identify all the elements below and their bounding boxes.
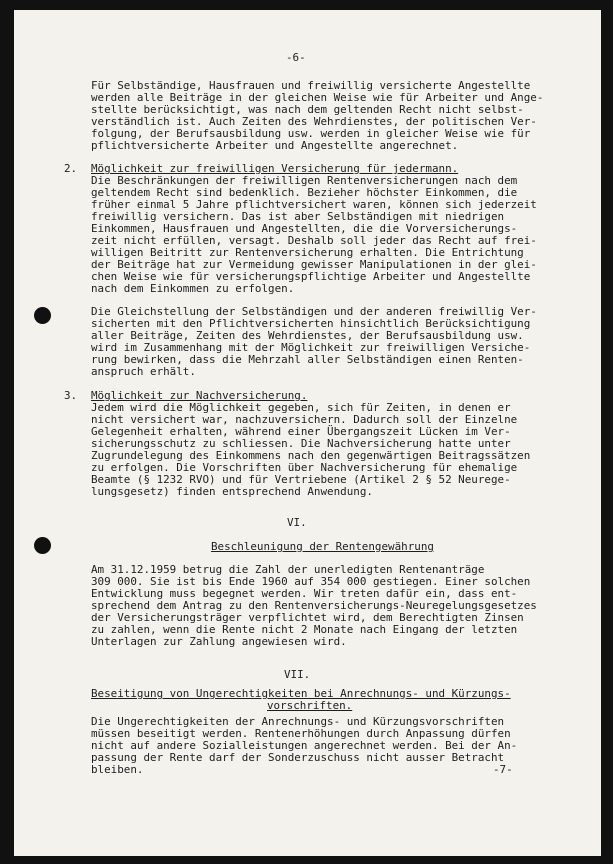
item-2-line: geltendem Recht sind bedenklich. Bezieher höchster Einkommen, die	[91, 186, 518, 199]
item-3-line: sicherungsschutz zu schliessen. Die Nachversicherung hatte unter	[91, 437, 511, 450]
section-6-line: Am 31.12.1959 betrug die Zahl der unerledigten Rentenanträge	[91, 563, 485, 576]
item-3-line: nicht versichert war, nachzuversichern. Dadurch soll der Einzelne	[91, 413, 518, 426]
item-2-para2-line: wird im Zusammenhang mit der Möglichkeit zur freiwilligen Versiche-	[91, 341, 531, 354]
intro-line: verständlich ist. Auch Zeiten des Wehrdienstes, der politischen Ver-	[91, 115, 537, 128]
section-7-line: müssen beseitigt werden. Rentenerhöhungen durch Anpassung dürfen	[91, 727, 511, 740]
item-3-line: Gelegenheit erhalten, während einer Übergangszeit Lücken im Ver-	[91, 425, 511, 438]
section-7-line: passung der Rente darf der Sonderzuschuss nicht ausser Betracht	[91, 751, 505, 764]
item-2-para2-line: rung bewirken, dass die Mehrzahl aller Selbständigen einen Renten-	[91, 353, 524, 366]
section-7-line: Die Ungerechtigkeiten der Anrechnungs- und Kürzungsvorschriften	[91, 715, 505, 728]
item-2-line: Die Beschränkungen der freiwilligen Rentenversicherungen nach dem	[91, 174, 518, 187]
next-page-marker: -7-	[493, 763, 513, 776]
section-6-line: 309 000. Sie ist bis Ende 1960 auf 354 000 gestiegen. Einer solchen	[91, 575, 531, 588]
item-3-line: Beamte (§ 1232 RVO) und für Vertriebene (Artikel 2 § 52 Neurege-	[91, 473, 511, 486]
item-2-line: der Beiträge hat zur Vermeidung gewisser Manipulationen in der glei-	[91, 258, 537, 271]
item-2-para2-line: sicherten mit den Pflichtversicherten hinsichtlich Berücksichtigung	[91, 317, 531, 330]
intro-line: folgung, der Berufsausbildung usw. werden in gleicher Weise wie für	[91, 127, 531, 140]
section-6-line: Unterlagen zur Zahlung angewiesen wird.	[91, 635, 347, 648]
intro-line: stellte berücksichtigt, was nach dem geltenden Recht nicht selbst-	[91, 103, 524, 116]
section-7-line: bleiben.	[91, 763, 144, 776]
section-6-numeral: VI.	[287, 516, 307, 529]
item-2-line: zeit nicht erfüllen, versagt. Deshalb soll jeder das Recht auf frei-	[91, 234, 537, 247]
item-2-line: freiwillig versichern. Das ist aber Selbständigen mit niedrigen	[91, 210, 505, 223]
section-7-title-line-1: Beseitigung von Ungerechtigkeiten bei Anrechnungs- und Kürzungs-	[91, 687, 511, 700]
section-6-line: zu zahlen, wenn die Rente nicht 2 Monate nach Eingang der letzten	[91, 623, 518, 636]
item-2-number: 2.	[64, 162, 78, 175]
item-3-line: Zugrundelegung des Einkommens nach den gegenwärtigen Beitragssätzen	[91, 449, 531, 462]
document-page	[14, 10, 601, 856]
section-7-title-line-2: vorschriften.	[267, 699, 353, 712]
section-6-line: Entwicklung muss begegnet werden. Wir treten dafür ein, dass ent-	[91, 587, 518, 600]
intro-line: werden alle Beiträge in der gleichen Weise wie für Arbeiter und Ange-	[91, 91, 544, 104]
punch-hole-top	[34, 307, 51, 324]
item-2-para2-line: anspruch erhält.	[91, 365, 196, 378]
section-7-line: nicht auf andere Sozialleistungen angerechnet werden. Bei der An-	[91, 739, 518, 752]
section-7-numeral: VII.	[284, 668, 311, 681]
section-6-line: der Versicherungsträger verpflichtet wird, dem Berechtigten Zinsen	[91, 611, 524, 624]
item-3-line: Jedem wird die Möglichkeit gegeben, sich für Zeiten, in denen er	[91, 401, 511, 414]
item-2-line: Einkommen, Hausfrauen und Angestellten, die die Vorversicherungs-	[91, 222, 518, 235]
item-2-line: nach dem Einkommen zu erfolgen.	[91, 282, 295, 295]
item-3-line: zu erfolgen. Die Vorschriften über Nachversicherung für ehemalige	[91, 461, 518, 474]
item-2-line: chen Weise wie für versicherungspflichtige Arbeiter und Angestellte	[91, 270, 531, 283]
item-2-para2-line: Die Gleichstellung der Selbständigen und der anderen freiwillig Ver-	[91, 305, 537, 318]
item-3-heading: Möglichkeit zur Nachversicherung.	[91, 389, 308, 402]
item-3-line: lungsgesetz) finden entsprechend Anwendung.	[91, 485, 373, 498]
punch-hole-bottom	[34, 537, 51, 554]
intro-line: pflichtversicherte Arbeiter und Angestellte angerechnet.	[91, 139, 459, 152]
page-number: -6-	[286, 51, 306, 64]
item-2-line: willigen Beitritt zur Rentenversicherung erhalten. Die Entrichtung	[91, 246, 524, 259]
section-6-title: Beschleunigung der Rentengewährung	[211, 540, 434, 553]
section-6-line: sprechend dem Antrag zu den Rentenversicherungs-Neuregelungsgesetzes	[91, 599, 537, 612]
item-2-heading: Möglichkeit zur freiwilligen Versicherung für jedermann.	[91, 162, 459, 175]
item-3-number: 3.	[64, 389, 78, 402]
intro-line: Für Selbständige, Hausfrauen und freiwillig versicherte Angestellte	[91, 79, 531, 92]
item-2-para2-line: aller Beiträge, Zeiten des Wehrdienstes, der Berufsausbildung usw.	[91, 329, 524, 342]
item-2-line: früher einmal 5 Jahre pflichtversichert waren, können sich jederzeit	[91, 198, 537, 211]
